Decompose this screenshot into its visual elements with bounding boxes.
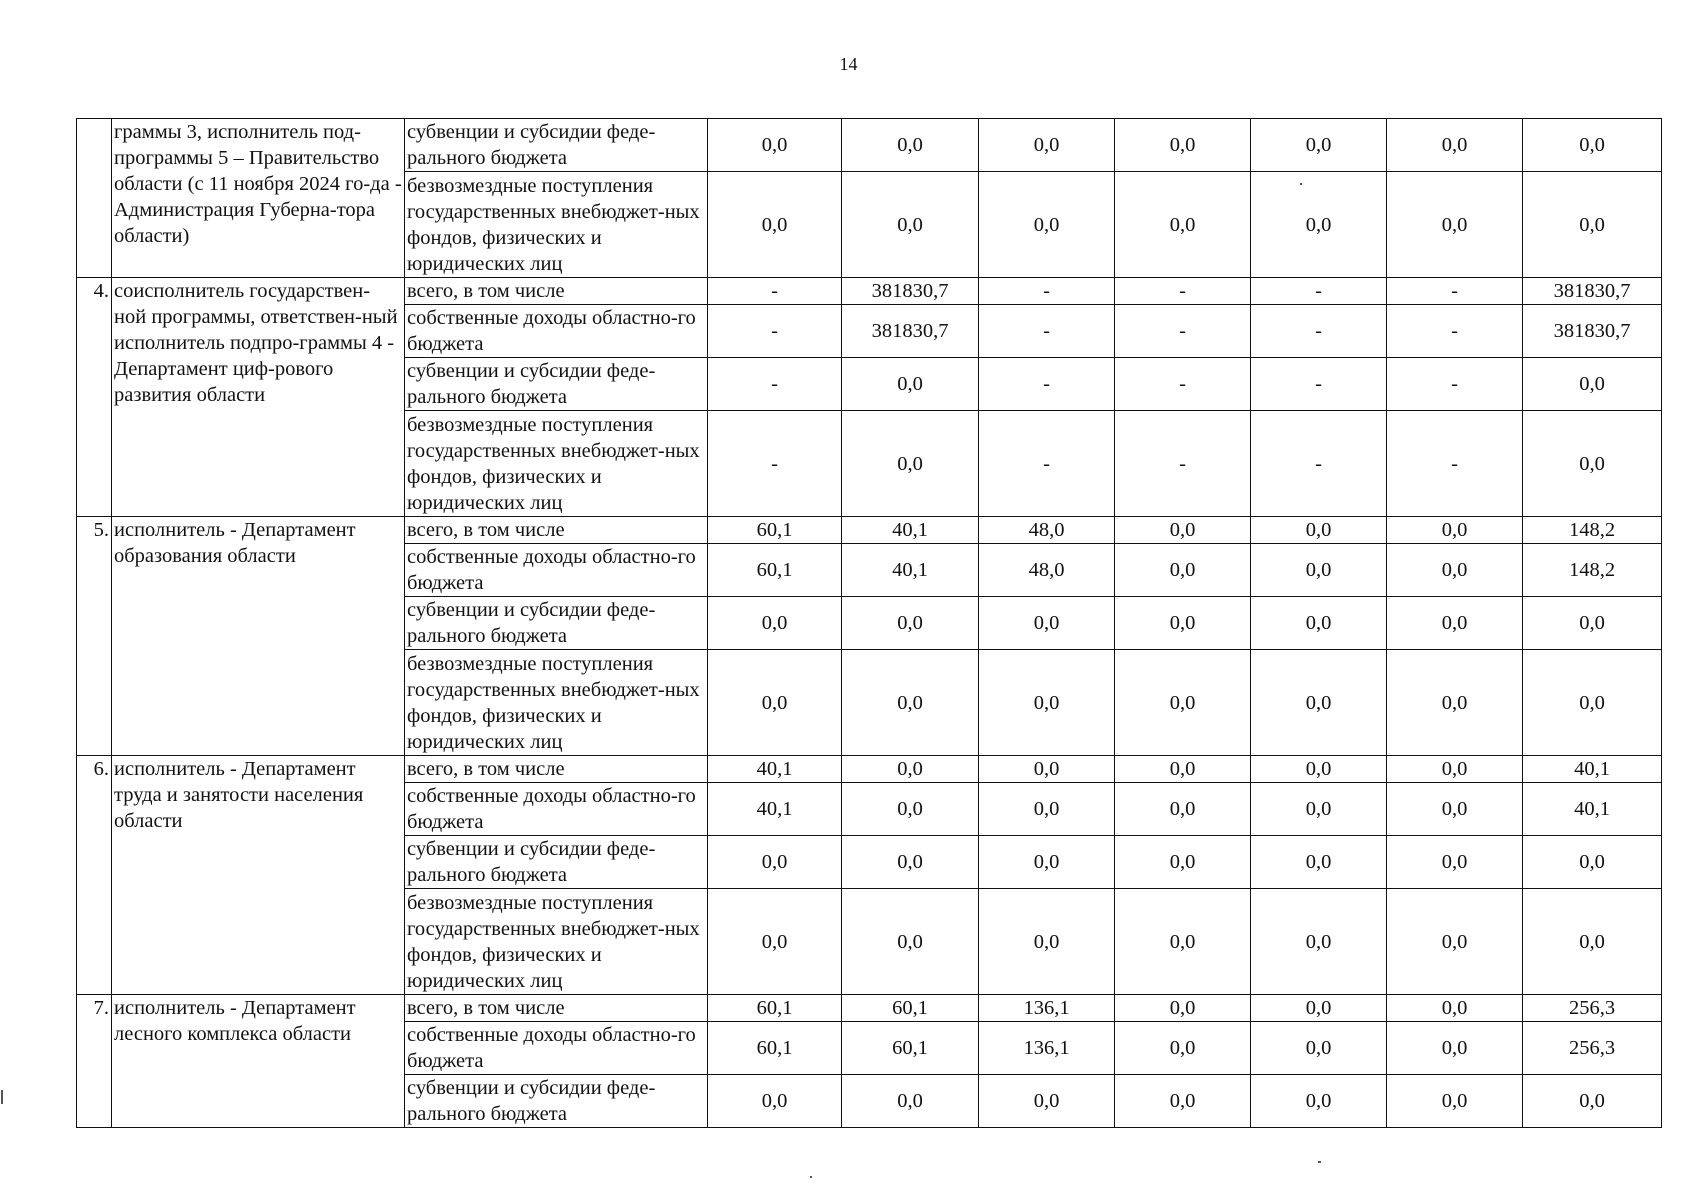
year-value-cell: - xyxy=(979,305,1115,358)
year-value-cell: - xyxy=(979,411,1115,517)
total-value-cell: 40,1 xyxy=(1523,756,1662,783)
year-value-cell: - xyxy=(1251,305,1387,358)
year-value-cell: 0,0 xyxy=(1387,597,1523,650)
funding-source-cell: всего, в том числе xyxy=(405,278,708,305)
total-value-cell: 0,0 xyxy=(1523,411,1662,517)
funding-source-cell: субвенции и субсидии феде-рального бюджета xyxy=(405,358,708,411)
year-value-cell: 0,0 xyxy=(1115,172,1251,278)
year-value-cell: 0,0 xyxy=(1115,517,1251,544)
funding-source-cell: безвозмездные поступления государственных внебюджет-ных фондов, физических и юридических лиц xyxy=(405,411,708,517)
year-value-cell: 0,0 xyxy=(1251,783,1387,836)
year-value-cell: 0,0 xyxy=(1115,119,1251,172)
year-value-cell: 0,0 xyxy=(842,119,979,172)
year-value-cell: 0,0 xyxy=(842,1075,979,1128)
year-value-cell: 0,0 xyxy=(1387,836,1523,889)
year-value-cell: 48,0 xyxy=(979,517,1115,544)
year-value-cell: - xyxy=(708,305,842,358)
year-value-cell: 0,0 xyxy=(708,836,842,889)
year-value-cell: 0,0 xyxy=(842,411,979,517)
year-value-cell: 0,0 xyxy=(979,650,1115,756)
year-value-cell: 40,1 xyxy=(842,517,979,544)
year-value-cell: 0,0 xyxy=(1251,172,1387,278)
funding-source-cell: собственные доходы областно-го бюджета xyxy=(405,305,708,358)
executor-cell: исполнитель - Департамент труда и занятости населения области xyxy=(112,756,405,995)
year-value-cell: 0,0 xyxy=(979,597,1115,650)
year-value-cell: 0,0 xyxy=(708,1075,842,1128)
year-value-cell: - xyxy=(1387,411,1523,517)
funding-source-cell: субвенции и субсидии феде-рального бюджета xyxy=(405,119,708,172)
year-value-cell: 0,0 xyxy=(1115,1075,1251,1128)
funding-source-cell: безвозмездные поступления государственных внебюджет-ных фондов, физических и юридических лиц xyxy=(405,889,708,995)
year-value-cell: - xyxy=(1115,411,1251,517)
row-number: 5. xyxy=(77,517,112,756)
year-value-cell: 0,0 xyxy=(1251,597,1387,650)
year-value-cell: - xyxy=(708,278,842,305)
scan-speck xyxy=(810,1176,812,1178)
total-value-cell: 381830,7 xyxy=(1523,305,1662,358)
total-value-cell: 0,0 xyxy=(1523,597,1662,650)
page-number: 14 xyxy=(839,54,858,74)
table-row xyxy=(77,517,1662,544)
total-value-cell: 148,2 xyxy=(1523,544,1662,597)
year-value-cell: 40,1 xyxy=(708,756,842,783)
year-value-cell: 0,0 xyxy=(1115,544,1251,597)
year-value-cell: - xyxy=(979,358,1115,411)
year-value-cell: 0,0 xyxy=(708,119,842,172)
budget-table xyxy=(76,118,1662,1128)
year-value-cell: 0,0 xyxy=(1387,650,1523,756)
year-value-cell: 0,0 xyxy=(842,172,979,278)
funding-source-cell: субвенции и субсидии феде-рального бюджета xyxy=(405,1075,708,1128)
total-value-cell: 256,3 xyxy=(1523,995,1662,1022)
year-value-cell: 381830,7 xyxy=(842,278,979,305)
year-value-cell: 60,1 xyxy=(708,517,842,544)
year-value-cell: 60,1 xyxy=(708,995,842,1022)
year-value-cell: 0,0 xyxy=(708,889,842,995)
year-value-cell: - xyxy=(1251,411,1387,517)
total-value-cell: 40,1 xyxy=(1523,783,1662,836)
row-number xyxy=(77,119,112,278)
total-value-cell: 148,2 xyxy=(1523,517,1662,544)
total-value-cell: 0,0 xyxy=(1523,119,1662,172)
year-value-cell: 381830,7 xyxy=(842,305,979,358)
year-value-cell: 0,0 xyxy=(1115,836,1251,889)
year-value-cell: 0,0 xyxy=(708,650,842,756)
year-value-cell: 0,0 xyxy=(979,836,1115,889)
year-value-cell: 0,0 xyxy=(1387,544,1523,597)
year-value-cell: 0,0 xyxy=(1387,1022,1523,1075)
total-value-cell: 0,0 xyxy=(1523,1075,1662,1128)
year-value-cell: 0,0 xyxy=(842,358,979,411)
total-value-cell: 256,3 xyxy=(1523,1022,1662,1075)
year-value-cell: 0,0 xyxy=(842,597,979,650)
year-value-cell: 136,1 xyxy=(979,1022,1115,1075)
year-value-cell: 0,0 xyxy=(1115,889,1251,995)
executor-cell: граммы 3, исполнитель под-программы 5 – Правительство области (с 11 ноября 2024 го-да - Администрация Губерна-тора области) xyxy=(112,119,405,278)
year-value-cell: - xyxy=(1115,305,1251,358)
row-number: 4. xyxy=(77,278,112,517)
year-value-cell: 60,1 xyxy=(842,995,979,1022)
funding-source-cell: собственные доходы областно-го бюджета xyxy=(405,783,708,836)
scan-speck xyxy=(1300,183,1302,185)
year-value-cell: 60,1 xyxy=(708,544,842,597)
funding-source-cell: всего, в том числе xyxy=(405,995,708,1022)
year-value-cell: 0,0 xyxy=(1251,650,1387,756)
year-value-cell: - xyxy=(1251,278,1387,305)
year-value-cell: 0,0 xyxy=(1387,1075,1523,1128)
year-value-cell: 40,1 xyxy=(708,783,842,836)
year-value-cell: - xyxy=(1251,358,1387,411)
year-value-cell: 0,0 xyxy=(1115,995,1251,1022)
year-value-cell: 0,0 xyxy=(1115,597,1251,650)
year-value-cell: - xyxy=(1115,278,1251,305)
year-value-cell: 0,0 xyxy=(1115,650,1251,756)
total-value-cell: 0,0 xyxy=(1523,172,1662,278)
year-value-cell: 0,0 xyxy=(1251,517,1387,544)
year-value-cell: 0,0 xyxy=(1115,756,1251,783)
year-value-cell: - xyxy=(1387,305,1523,358)
year-value-cell: 0,0 xyxy=(979,172,1115,278)
funding-source-cell: субвенции и субсидии феде-рального бюджета xyxy=(405,597,708,650)
total-value-cell: 0,0 xyxy=(1523,836,1662,889)
year-value-cell: 0,0 xyxy=(1387,517,1523,544)
year-value-cell: 0,0 xyxy=(1115,1022,1251,1075)
row-number: 7. xyxy=(77,995,112,1128)
table-row xyxy=(77,995,1662,1022)
year-value-cell: 60,1 xyxy=(842,1022,979,1075)
executor-cell: исполнитель - Департамент образования области xyxy=(112,517,405,756)
year-value-cell: 0,0 xyxy=(1251,119,1387,172)
executor-cell: исполнитель - Департамент лесного комплекса области xyxy=(112,995,405,1128)
year-value-cell: - xyxy=(1387,278,1523,305)
year-value-cell: 0,0 xyxy=(979,756,1115,783)
year-value-cell: 0,0 xyxy=(1251,756,1387,783)
year-value-cell: 0,0 xyxy=(842,783,979,836)
table-row xyxy=(77,278,1662,305)
year-value-cell: 0,0 xyxy=(979,1075,1115,1128)
year-value-cell: 0,0 xyxy=(842,756,979,783)
funding-source-cell: собственные доходы областно-го бюджета xyxy=(405,544,708,597)
year-value-cell: 0,0 xyxy=(1387,783,1523,836)
year-value-cell: 0,0 xyxy=(842,836,979,889)
year-value-cell: 0,0 xyxy=(1251,889,1387,995)
table-body xyxy=(77,119,1662,1128)
table-row xyxy=(77,119,1662,172)
table-row xyxy=(77,756,1662,783)
year-value-cell: 0,0 xyxy=(1387,889,1523,995)
year-value-cell: 60,1 xyxy=(708,1022,842,1075)
year-value-cell: 0,0 xyxy=(979,783,1115,836)
total-value-cell: 0,0 xyxy=(1523,358,1662,411)
funding-source-cell: собственные доходы областно-го бюджета xyxy=(405,1022,708,1075)
year-value-cell: 0,0 xyxy=(1387,172,1523,278)
year-value-cell: - xyxy=(708,358,842,411)
scan-speck xyxy=(1318,1161,1321,1163)
total-value-cell: 381830,7 xyxy=(1523,278,1662,305)
year-value-cell: 48,0 xyxy=(979,544,1115,597)
year-value-cell: 0,0 xyxy=(979,119,1115,172)
year-value-cell: 0,0 xyxy=(842,889,979,995)
scan-speck xyxy=(1,1090,3,1104)
row-number: 6. xyxy=(77,756,112,995)
total-value-cell: 0,0 xyxy=(1523,889,1662,995)
year-value-cell: 0,0 xyxy=(708,597,842,650)
year-value-cell: 0,0 xyxy=(1251,544,1387,597)
year-value-cell: 40,1 xyxy=(842,544,979,597)
year-value-cell: 0,0 xyxy=(1387,119,1523,172)
year-value-cell: 0,0 xyxy=(1251,995,1387,1022)
year-value-cell: 0,0 xyxy=(1387,995,1523,1022)
funding-source-cell: безвозмездные поступления государственных внебюджет-ных фондов, физических и юридических лиц xyxy=(405,650,708,756)
funding-source-cell: всего, в том числе xyxy=(405,517,708,544)
year-value-cell: 0,0 xyxy=(708,172,842,278)
funding-source-cell: субвенции и субсидии феде-рального бюджета xyxy=(405,836,708,889)
year-value-cell: 0,0 xyxy=(1251,836,1387,889)
year-value-cell: 0,0 xyxy=(979,889,1115,995)
year-value-cell: 0,0 xyxy=(1387,756,1523,783)
year-value-cell: 0,0 xyxy=(1251,1075,1387,1128)
year-value-cell: 136,1 xyxy=(979,995,1115,1022)
year-value-cell: 0,0 xyxy=(1251,1022,1387,1075)
year-value-cell: - xyxy=(708,411,842,517)
year-value-cell: - xyxy=(1115,358,1251,411)
year-value-cell: - xyxy=(1387,358,1523,411)
year-value-cell: - xyxy=(979,278,1115,305)
executor-cell: соисполнитель государствен-ной программы, ответствен-ный исполнитель подпро-граммы 4 - Департамент циф-рового развития области xyxy=(112,278,405,517)
funding-source-cell: безвозмездные поступления государственных внебюджет-ных фондов, физических и юридических лиц xyxy=(405,172,708,278)
year-value-cell: 0,0 xyxy=(842,650,979,756)
total-value-cell: 0,0 xyxy=(1523,650,1662,756)
year-value-cell: 0,0 xyxy=(1115,783,1251,836)
funding-source-cell: всего, в том числе xyxy=(405,756,708,783)
